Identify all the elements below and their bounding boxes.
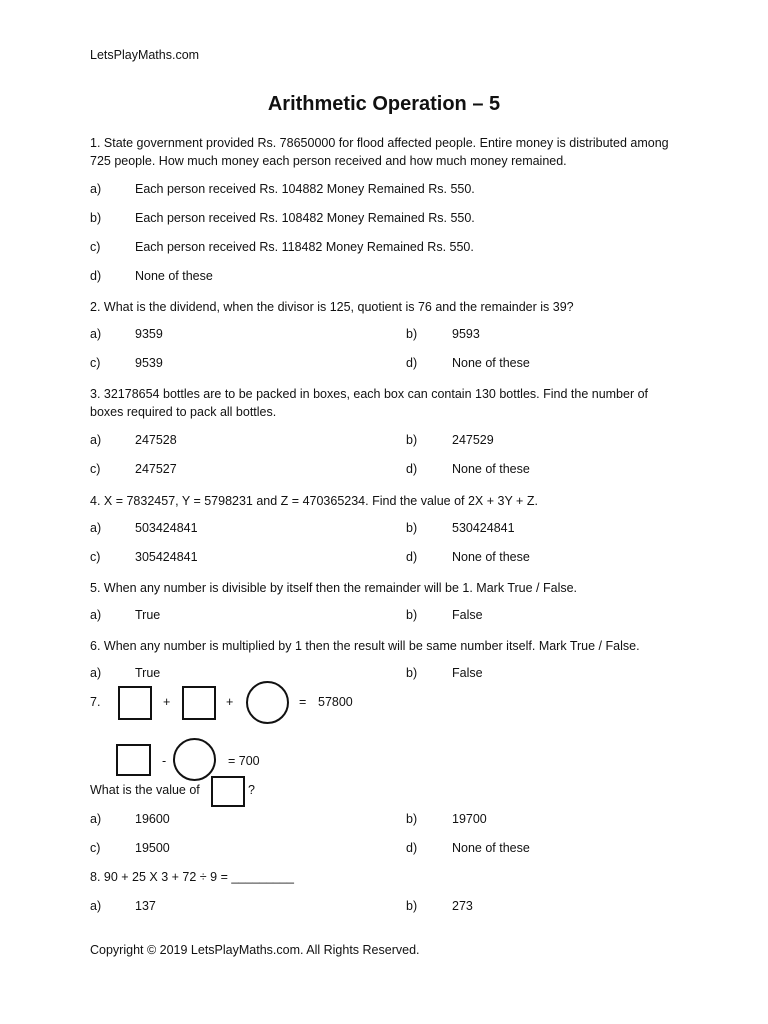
q1-option-a-text: Each person received Rs. 104882 Money Remained Rs. 550. <box>135 182 475 196</box>
q2-option-a-label: a) <box>90 327 102 341</box>
equals-sign-1: = <box>299 695 307 709</box>
circle-shape-2 <box>173 738 216 781</box>
q7-option-b-label: b) <box>406 812 418 826</box>
q7-option-a-label: a) <box>90 812 102 826</box>
question-7-prompt: What is the value of <box>90 783 200 797</box>
q7-option-c-text: 19500 <box>135 841 170 855</box>
square-shape-3 <box>116 744 151 776</box>
question-3-text: 3. 32178654 bottles are to be packed in boxes, each box can contain 130 bottles. Find the number of boxes required to pack all bottles. <box>90 387 649 419</box>
q4-option-d-text: None of these <box>452 550 530 564</box>
sum-value: 57800 <box>318 695 353 709</box>
q4-option-c-label: c) <box>90 550 101 564</box>
square-shape-1 <box>118 686 152 720</box>
q4-option-b-text: 530424841 <box>452 521 515 535</box>
question-2-text: 2. What is the dividend, when the divisor is 125, quotient is 76 and the remainder is 39? <box>90 300 574 314</box>
page-title: Arithmetic Operation – 5 <box>267 93 501 115</box>
question-5-text: 5. When any number is divisible by itself then the remainder will be 1. Mark True / False. <box>90 581 578 595</box>
q6-option-a-text: True <box>135 666 161 680</box>
q3-option-c-label: c) <box>90 462 101 476</box>
q3-option-b-label: b) <box>406 433 418 447</box>
q8-option-a-label: a) <box>90 899 102 913</box>
q4-option-c-text: 305424841 <box>135 550 198 564</box>
q7-option-d-text: None of these <box>452 841 530 855</box>
question-4-text: 4. X = 7832457, Y = 5798231 and Z = 470365234. Find the value of 2X + 3Y + Z. <box>90 494 538 508</box>
q2-option-d-label: d) <box>406 356 418 370</box>
q4-option-a-text: 503424841 <box>135 521 198 535</box>
copyright-footer: Copyright © 2019 LetsPlayMaths.com. All Rights Reserved. <box>90 943 420 957</box>
q7-option-b-text: 19700 <box>452 812 487 826</box>
q1-option-c-text: Each person received Rs. 118482 Money Remained Rs. 550. <box>135 240 474 254</box>
q4-option-d-label: d) <box>406 550 418 564</box>
question-1-text: 1. State government provided Rs. 78650000 for flood affected people. Entire money is distributed among 725 people. How much money each person received and how much money remained. <box>90 136 669 168</box>
q2-option-a-text: 9359 <box>135 327 163 341</box>
circle-shape-1 <box>246 681 289 724</box>
question-8-text: 8. 90 + 25 X 3 + 72 ÷ 9 = _________ <box>90 870 294 884</box>
q5-option-b-label: b) <box>406 608 418 622</box>
q6-option-b-text: False <box>452 666 483 680</box>
q3-option-c-text: 247527 <box>135 462 177 476</box>
question-mark: ? <box>248 783 255 797</box>
q2-option-c-label: c) <box>90 356 101 370</box>
plus-sign-1: + <box>163 695 171 709</box>
q1-option-a-label: a) <box>90 182 102 196</box>
q3-option-d-label: d) <box>406 462 418 476</box>
q8-option-b-text: 273 <box>452 899 473 913</box>
q4-option-a-label: a) <box>90 521 102 535</box>
q1-option-b-label: b) <box>90 211 102 225</box>
site-name: LetsPlayMaths.com <box>90 48 200 62</box>
square-shape-4 <box>211 776 245 807</box>
q5-option-a-text: True <box>135 608 161 622</box>
q7-option-c-label: c) <box>90 841 101 855</box>
q1-option-c-label: c) <box>90 240 101 254</box>
q6-option-b-label: b) <box>406 666 418 680</box>
minus-sign: - <box>162 754 167 768</box>
q7-option-d-label: d) <box>406 841 418 855</box>
plus-sign-2: + <box>226 695 234 709</box>
q2-option-c-text: 9539 <box>135 356 163 370</box>
q3-option-b-text: 247529 <box>452 433 494 447</box>
q5-option-b-text: False <box>452 608 483 622</box>
q8-option-a-text: 137 <box>135 899 156 913</box>
square-shape-2 <box>182 686 216 720</box>
q5-option-a-label: a) <box>90 608 102 622</box>
q3-option-d-text: None of these <box>452 462 530 476</box>
q2-option-d-text: None of these <box>452 356 530 370</box>
difference-equation: = 700 <box>228 754 260 768</box>
q3-option-a-label: a) <box>90 433 102 447</box>
q1-option-b-text: Each person received Rs. 108482 Money Remained Rs. 550. <box>135 211 475 225</box>
question-7-number: 7. <box>90 695 101 709</box>
q7-option-a-text: 19600 <box>135 812 170 826</box>
q8-option-b-label: b) <box>406 899 418 913</box>
q2-option-b-label: b) <box>406 327 418 341</box>
q1-option-d-label: d) <box>90 269 102 283</box>
q3-option-a-text: 247528 <box>135 433 177 447</box>
question-6-text: 6. When any number is multiplied by 1 then the result will be same number itself. Mark True / False. <box>90 639 640 653</box>
q1-option-d-text: None of these <box>135 269 213 283</box>
q4-option-b-label: b) <box>406 521 418 535</box>
q6-option-a-label: a) <box>90 666 102 680</box>
q2-option-b-text: 9593 <box>452 327 480 341</box>
